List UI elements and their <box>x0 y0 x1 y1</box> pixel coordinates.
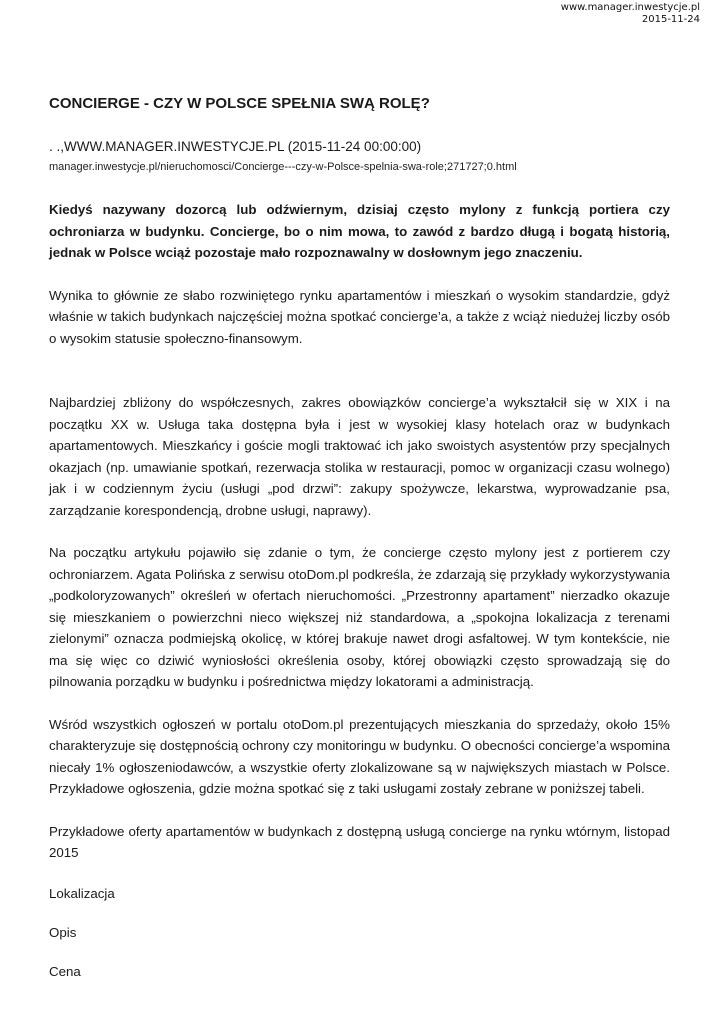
article-source: . .,WWW.MANAGER.INWESTYCJE.PL (2015-11-24 00:00:00) <box>49 139 422 154</box>
article-paragraph: Na początku artykułu pojawiło się zdanie o tym, że concierge często mylony jest z portierem czy ochroniarzem. Agata Polińska z serwisu otoDom.pl podkreśla, że zdarzają się przykłady wykorzystywania „podkoloryzowanych” określeń w ofertach nieruchomości. „Przestronny apartament” nierzadko okazuje się mieszkaniem o powierzchni nieco większej niż standardowa, a „spokojna lokalizacja z terenami zielonymi” oznacza podmiejską okolicę, w której brakuje nawet drogi asfaltowej. W tym kontekście, nie ma się więc co dziwić wyniosłości określenia osoby, której obowiązki często sprowadzają się do pilnowania porządku w budynku i pośrednictwa między lokatorami a administracją. <box>49 545 670 689</box>
article <box>49 94 670 982</box>
table-label-price: Cena <box>49 963 81 979</box>
article-paragraph: Najbardziej zbliżony do współczesnych, zakres obowiązków concierge’a wykształcił się w XIX i na początku XX w. Usługa taka dostępna była i jest w wysokiej klasy hotelach oraz w budynkach apartamentowych. Mieszkańcy i goście mogli traktować ich jako swoistych asystentów przy specjalnych okazjach (np. umawianie spotkań, rezerwacja stolika w restauracji, pomoc w organizacji czasu wolnego) jak i w codziennym życiu (usługi „pod drzwi”: zakupy spożywcze, lekarstwa, wyprowadzanie psa, zarządzanie korespondencją, drobne usługi, naprawy). <box>49 395 670 518</box>
header-date: 2015-11-24 <box>641 14 700 25</box>
article-url: manager.inwestycje.pl/nieruchomosci/Concierge---czy-w-Polsce-spelnia-swa-role;271727;0.html <box>49 161 517 173</box>
article-title: CONCIERGE - CZY W POLSCE SPEŁNIA SWĄ ROLĘ? <box>49 95 430 112</box>
header-site: www.manager.inwestycje.pl <box>560 2 700 13</box>
document-header <box>561 2 700 26</box>
table-label-description: Opis <box>49 924 77 940</box>
table-label-location: Lokalizacja <box>49 885 115 901</box>
article-paragraph: Wynika to głównie ze słabo rozwiniętego rynku apartamentów i mieszkań o wysokim standardzie, gdyż właśnie w takich budynkach najczęściej można spotkać concierge’a, a także z wciąż niedużej liczby osób o wysokim statusie społeczno-finansowym. <box>49 287 670 346</box>
article-lead: Kiedyś nazywany dozorcą lub odźwiernym, dzisiaj często mylony z funkcją portiera czy ochroniarza w budynku. Concierge, bo o nim mowa, to zawód z bardzo długą i bogatą historią, jednak w Polsce wciąż pozostaje mało rozpoznawalny w dosłownym jego znaczeniu. <box>49 202 670 260</box>
table-caption: Przykładowe oferty apartamentów w budynkach z dostępną usługą concierge na rynku wtórnym, listopad 2015 <box>49 823 670 860</box>
article-paragraph: Wśród wszystkich ogłoszeń w portalu otoDom.pl prezentujących mieszkania do sprzedaży, około 15% charakteryzuje się dostępnością ochrony czy monitoringu w budynku. O obecności concierge’a wspomina niecały 1% ogłoszeniodawców, a wszystkie oferty zlokalizowane są w największych miastach w Polsce. Przykładowe ogłoszenia, gdzie można spotkać się z taki usługami zostały zebrane w poniższej tabeli. <box>49 716 670 796</box>
